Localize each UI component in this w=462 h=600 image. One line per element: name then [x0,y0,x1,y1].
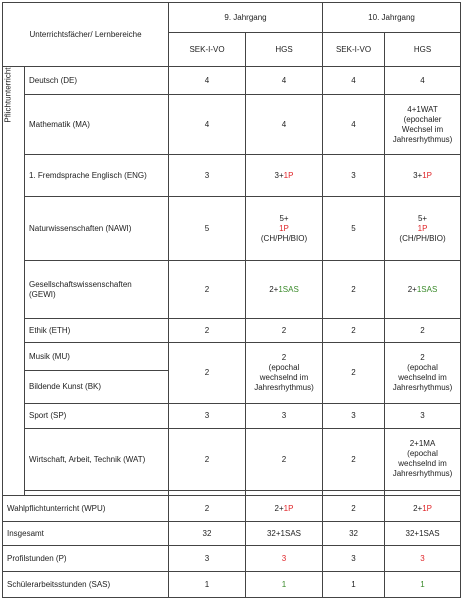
cell: 5 [323,197,385,261]
cell: 2 [323,342,385,403]
cell: 4 [385,67,461,95]
cell: 2 [323,319,385,342]
grade10-header: 10. Jahrgang [323,3,461,33]
cell: 2 [323,495,385,521]
cell: 2 [246,428,323,490]
row-label-sas: Schülerarbeitsstunden (SAS) [3,571,169,597]
cell: 2 [169,319,246,342]
cell: 3 [246,545,323,571]
cell: 2 [385,319,461,342]
cell: 3 [385,545,461,571]
cell: 4 [323,67,385,95]
cell-multiline: 2+1MA (epochal wechselnd im Jahresrhythmus) [385,428,461,490]
cell: 1 [385,571,461,597]
cell: 1 [323,571,385,597]
cell: 2+1SAS [246,261,323,319]
row-label-nawi: Naturwissenschaften (NAWI) [25,197,169,261]
row-label-eth: Ethik (ETH) [25,319,169,342]
cell: 32+1SAS [385,521,461,545]
cell: 2 [169,428,246,490]
row-label-mu: Musik (MU) [25,342,169,370]
cell-multiline: 5+ 1P (CH/PH/BIO) [385,197,461,261]
cell: 3 [169,545,246,571]
cell: 3 [169,155,246,197]
cell: 2+1P [246,495,323,521]
cell: 3 [323,545,385,571]
cell: 1 [246,571,323,597]
cell: 2 [323,261,385,319]
g10-hgs-header: HGS [385,33,461,67]
g10-sek-header: SEK-I-VO [323,33,385,67]
curriculum-table [2,2,461,598]
cell: 3 [169,403,246,428]
cell: 4 [246,67,323,95]
cell: 2 [323,428,385,490]
cell: 2 [169,342,246,403]
cell-multiline: 2 (epochal wechselnd im Jahresrhythmus) [246,342,323,403]
g9-hgs-header: HGS [246,33,323,67]
cell: 32 [323,521,385,545]
cell-multiline: 4+1WAT (epochaler Wechsel im Jahresrhythmus) [385,95,461,155]
cell: 32+1SAS [246,521,323,545]
cell: 4 [169,67,246,95]
row-label-eng: 1. Fremdsprache Englisch (ENG) [25,155,169,197]
cell: 2 [169,261,246,319]
cell: 4 [169,95,246,155]
cell: 4 [323,95,385,155]
cell: 32 [169,521,246,545]
pflichtunterricht-group-label: Pflichtunterricht [3,67,25,496]
grade9-header: 9. Jahrgang [169,3,323,33]
cell-multiline: 5+ 1P (CH/PH/BIO) [246,197,323,261]
cell: 1 [169,571,246,597]
cell: 5 [169,197,246,261]
row-label-bk: Bildende Kunst (BK) [25,370,169,403]
row-label-gewi: Gesellschaftswissenschaften (GEWI) [25,261,169,319]
row-label-wat: Wirtschaft, Arbeit, Technik (WAT) [25,428,169,490]
cell: 3+1P [385,155,461,197]
g9-sek-header: SEK-I-VO [169,33,246,67]
cell: 3 [385,403,461,428]
subjects-header: Unterrichtsfächer/ Lernbereiche [3,3,169,67]
cell: 3 [323,155,385,197]
cell: 2 [169,495,246,521]
cell: 3+1P [246,155,323,197]
cell-multiline: 2 (epochal wechselnd im Jahresrhythmus) [385,342,461,403]
cell: 3 [323,403,385,428]
cell: 2 [246,319,323,342]
cell: 2+1P [385,495,461,521]
row-label-ma: Mathematik (MA) [25,95,169,155]
cell: 3 [246,403,323,428]
row-label-profil: Profilstunden (P) [3,545,169,571]
cell: 4 [246,95,323,155]
row-label-total: Insgesamt [3,521,169,545]
row-label-sp: Sport (SP) [25,403,169,428]
cell: 2+1SAS [385,261,461,319]
row-label-de: Deutsch (DE) [25,67,169,95]
row-label-wpu: Wahlpflichtunterricht (WPU) [3,495,169,521]
